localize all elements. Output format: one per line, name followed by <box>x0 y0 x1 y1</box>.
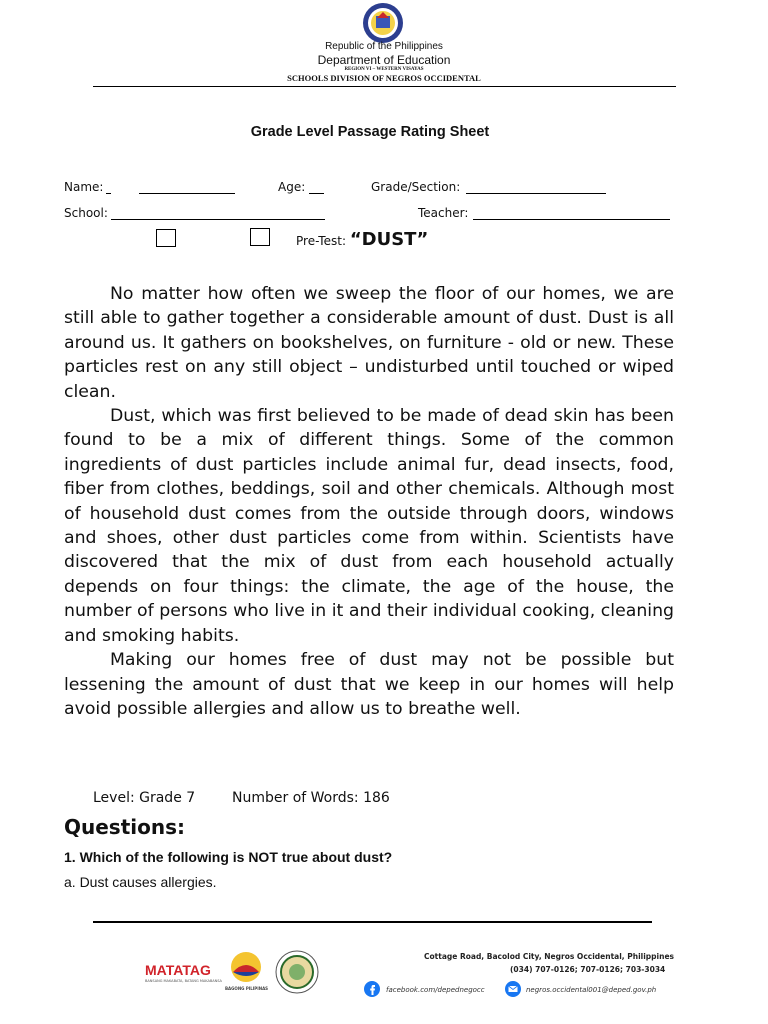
email-link[interactable]: negros.occidental001@deped.gov.ph <box>526 986 657 994</box>
department-text: Department of Education <box>317 53 451 67</box>
footer-phones: (034) 707-0126; 707-0126; 703-3034 <box>510 965 666 974</box>
footer-address: Cottage Road, Bacolod City, Negros Occidental, Philippines <box>424 952 674 961</box>
region-text: REGION VI – WESTERN VISAYAS <box>344 67 424 72</box>
checkbox-1[interactable] <box>156 229 176 247</box>
teacher-field[interactable] <box>473 219 670 220</box>
age-label: Age: <box>278 180 306 194</box>
matatag-logo: MATATAG <box>145 962 211 978</box>
footer-divider <box>93 921 652 923</box>
republic-text: Republic of the Philippines <box>325 41 443 52</box>
bagong-pilipinas-logo-icon <box>227 950 265 984</box>
question-1-option-a: a. Dust causes allergies. <box>64 874 217 890</box>
name-field-short[interactable] <box>106 193 111 194</box>
pretest-label: Pre-Test: <box>296 234 346 248</box>
question-1: 1. Which of the following is NOT true about dust? <box>64 849 393 865</box>
name-field[interactable] <box>139 193 235 194</box>
division-seal-icon <box>275 950 319 994</box>
school-label: School: <box>64 206 108 220</box>
email-icon <box>505 981 521 997</box>
checkbox-2[interactable] <box>250 228 270 246</box>
passage-paragraph-1: No matter how often we sweep the floor of our homes, we are still able to gather together a considerable amount of dust. Dust is all around us. It gathers on bookshelves, on furniture - old or new. These particles rest on any still object – undisturbed until touched or wiped clean. <box>64 284 674 402</box>
teacher-label: Teacher: <box>418 206 469 220</box>
passage <box>64 282 674 721</box>
word-count-text: Number of Words: 186 <box>232 790 390 806</box>
page-title: Grade Level Passage Rating Sheet <box>250 124 490 140</box>
facebook-link[interactable]: facebook.com/depednegocc <box>386 986 485 994</box>
grade-section-field[interactable] <box>466 193 606 194</box>
header-divider <box>93 86 676 87</box>
matatag-tagline: BANSANG MAKABATA, BATANG MAKABANSA <box>145 979 222 983</box>
passage-paragraph-2: Dust, which was first believed to be made of dead skin has been found to be a mix of different things. Some of the common ingredients of dust particles include animal fur, dead insects, food, fiber from clothes, beddings, soil and other chemicals. Although most of household dust comes from the outside through doors, windows and shoes, other dust particles come from within. Scientists have discovered that the mix of dust from each household actually depends on four things: the climate, the age of the house, the number of persons who live in it and their individual cooking, cleaning and smoking habits. <box>64 406 674 646</box>
deped-seal-icon <box>362 2 404 44</box>
facebook-icon <box>364 981 380 997</box>
age-field[interactable] <box>309 193 324 194</box>
division-text: SCHOOLS DIVISION OF NEGROS OCCIDENTAL <box>287 73 481 83</box>
bagong-pilipinas-text: BAGONG PILIPINAS <box>225 986 269 991</box>
questions-heading: Questions: <box>64 815 186 839</box>
passage-paragraph-3: Making our homes free of dust may not be possible but lessening the amount of dust that we keep in our homes will help avoid possible allergies and allow us to breathe well. <box>64 650 674 719</box>
pretest-line <box>296 229 428 250</box>
grade-section-label: Grade/Section: <box>371 180 461 194</box>
name-label: Name: <box>64 180 104 194</box>
school-field[interactable] <box>111 219 325 220</box>
level-text: Level: Grade 7 <box>93 790 196 806</box>
passage-title: “DUST” <box>349 229 429 250</box>
